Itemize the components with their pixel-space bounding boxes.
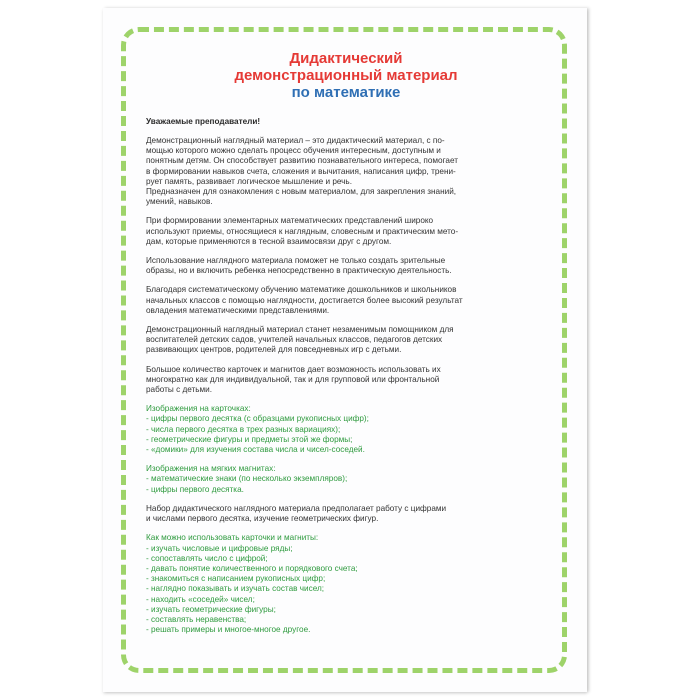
document-title — [146, 50, 546, 101]
text-line: рует память, развивает логическое мышление и речь. — [146, 176, 352, 186]
text-line: многократно как для индивидуальной, так и для групповой или фронтальной — [146, 374, 440, 384]
text-line: понятным детям. Он способствует развитию познавательного интереса, помогает — [146, 156, 458, 166]
paragraph-systematic — [146, 285, 546, 316]
text-line: При формировании элементарных математических представлений широко — [146, 216, 434, 226]
paragraph-set — [146, 504, 546, 524]
text-line: Использование наглядного материала поможет не только создать зрительные — [146, 256, 446, 266]
usage-list — [146, 533, 546, 635]
text-line: Демонстрационный наглядный материал станет незаменимым помощником для — [146, 325, 454, 335]
text-line: в формировании навыков счета, сложения и вычитания, написания цифр, трени- — [146, 166, 456, 176]
list-heading: Изображения на мягких магнитах: — [146, 464, 276, 474]
text-line: Предназначен для ознакомления с новым материалом, для закрепления знаний, — [146, 187, 457, 197]
document-content — [146, 50, 546, 644]
text-line: воспитателей детских садов, учителей начальных классов, педагогов детских — [146, 335, 443, 345]
paragraph-methods — [146, 216, 546, 247]
list-item: - сопоставлять число с цифрой; — [146, 553, 268, 563]
list-heading: Как можно использовать карточки и магниты: — [146, 533, 319, 543]
list-heading: Изображения на карточках: — [146, 404, 251, 414]
text-line: работы с детьми. — [146, 385, 212, 395]
title-line-1: Дидактический — [289, 50, 403, 67]
text-line: и числами первого десятка, изучение геометрических фигур. — [146, 514, 379, 524]
paragraph-quantity — [146, 365, 546, 396]
magnets-list — [146, 464, 546, 495]
list-item: - цифры первого десятка. — [146, 484, 244, 494]
text-line: дам, которые применяются в тесной взаимосвязи друг с другом. — [146, 236, 392, 246]
list-item: - «домики» для изучения состава числа и чисел-соседей. — [146, 445, 365, 455]
list-item: - составлять неравенства; — [146, 614, 247, 624]
list-item: - знакомиться с написанием рукописных цифр; — [146, 574, 326, 584]
list-item: - математические знаки (по несколько экземпляров); — [146, 474, 348, 484]
list-item: - давать понятие количественного и порядкового счета; — [146, 563, 358, 573]
list-item: - геометрические фигуры и предметы этой же формы; — [146, 434, 353, 444]
list-item: - находить «соседей» чисел; — [146, 594, 255, 604]
list-item: - решать примеры и многое-многое другое. — [146, 625, 311, 635]
list-item: - изучать числовые и цифровые ряды; — [146, 543, 293, 553]
text-line: овладения математическими представлениями. — [146, 305, 330, 315]
cards-list — [146, 404, 546, 455]
paragraph-usage — [146, 256, 546, 276]
text-line: развивающих центров, родителей для повседневных игр с детьми. — [146, 345, 402, 355]
text-line: Большое количество карточек и магнитов дает возможность использовать их — [146, 364, 441, 374]
title-line-3: по математике — [291, 84, 401, 101]
text-line: образы, но и включить ребенка непосредственно в практическую деятельность. — [146, 266, 452, 276]
paragraph-helper — [146, 325, 546, 356]
greeting: Уважаемые преподаватели! — [146, 117, 261, 126]
list-item: - наглядно показывать и изучать состав чисел; — [146, 584, 325, 594]
paragraph-intro — [146, 136, 546, 207]
text-line: Благодаря систематическому обучению математике дошкольников и школьников — [146, 285, 457, 295]
list-item: - изучать геометрические фигуры; — [146, 604, 276, 614]
title-line-2: демонстрационный материал — [234, 67, 458, 84]
text-line: умений, навыков. — [146, 197, 213, 207]
text-line: используют приемы, относящиеся к наглядным, словесным и практическим мето- — [146, 226, 459, 236]
text-line: мощью которого можно сделать процесс обучения интересным, доступным и — [146, 146, 441, 156]
list-item: - числа первого десятка в трех разных вариациях); — [146, 424, 341, 434]
text-line: Набор дидактического наглядного материала предполагает работу с цифрами — [146, 503, 447, 513]
list-item: - цифры первого десятка (с образцами рукописных цифр); — [146, 414, 369, 424]
text-line: начальных классов с помощью наглядности, достигается более высокий результат — [146, 295, 463, 305]
text-line: Демонстрационный наглядный материал – это дидактический материал, с по- — [146, 136, 445, 145]
